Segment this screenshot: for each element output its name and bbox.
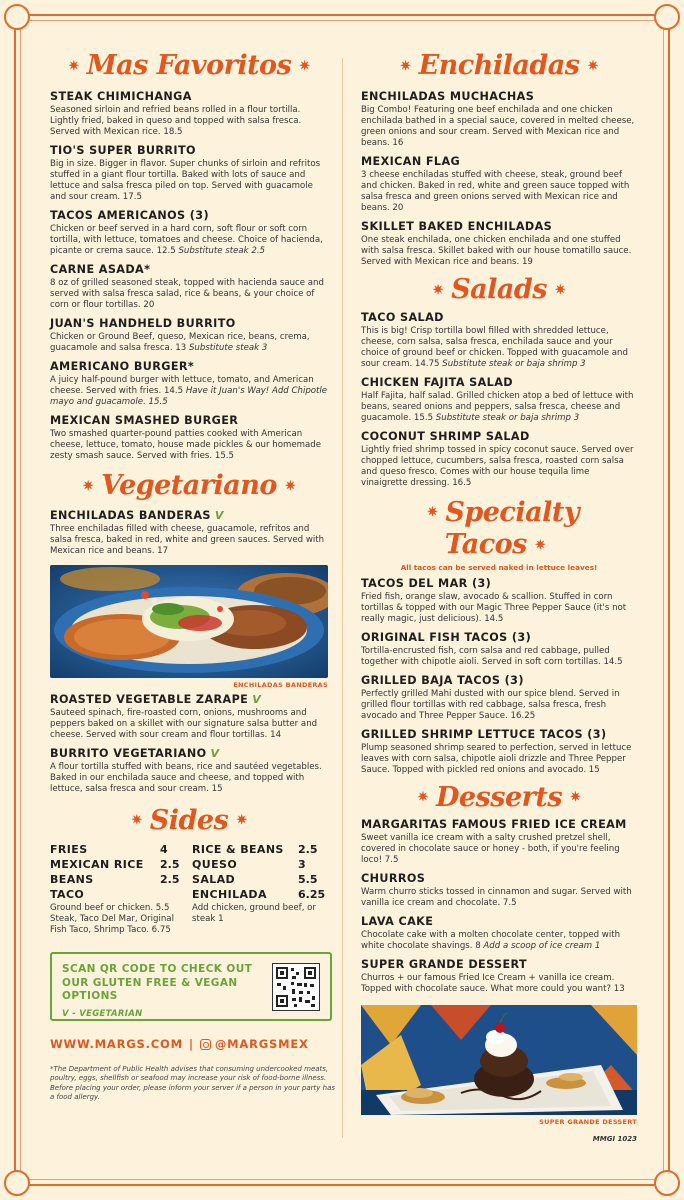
item-name: MARGARITAS FAMOUS FRIED ICE CREAM <box>361 817 627 831</box>
item-desc <box>50 375 328 408</box>
qr-code-icon[interactable] <box>272 963 320 1011</box>
star-icon: ✷ <box>432 283 444 299</box>
side-name: RICE & BEANS <box>192 843 284 857</box>
item-desc <box>361 326 637 370</box>
corner-ornament <box>4 1170 30 1196</box>
side-name: TACO <box>50 888 85 902</box>
item-desc: Seasoned sirloin and refried beans rolled in a flour tortilla. Lightly fried, baked in queso and topped with salsa fresca. Served with Mexican rice. 18.5 <box>50 105 302 138</box>
right-column <box>361 50 637 1143</box>
section-title-enchiladas: ✷ Enchiladas ✷ <box>400 50 598 81</box>
item-note: Substitute steak 3 <box>188 343 268 354</box>
item-name <box>50 509 328 523</box>
section-title-mas-favoritos: ✷ Mas Favoritos ✷ <box>68 50 310 81</box>
side-name: MEXICAN RICE <box>50 858 144 872</box>
star-icon: ✷ <box>299 58 310 74</box>
item-desc: Lightly fried shrimp tossed in spicy coconut sauce. Served over chopped lettuce, cucumbers, salsa fresca, roasted corn salsa and queso fresco. Comes with our house tequila lime vinaigrette dressing. 16.5 <box>361 444 634 488</box>
side-price <box>160 888 192 901</box>
item-name <box>50 693 328 707</box>
corner-ornament <box>4 4 30 30</box>
health-disclaimer: *The Department of Public Health advises that consuming undercooked meats, poultry, eggs, shellfish or seafood may increase your risk of food-borne illness. Before placing your order, please inform your server if a person in your party has a food allergy. <box>50 1065 336 1101</box>
side-price: 6.25 <box>298 888 326 902</box>
menu-code: MMGI 1023 <box>592 1134 637 1143</box>
item-desc-text: This is big! Crisp tortilla bowl filled with shredded lettuce, cheese, corn salsa, salsa fresca, enchilada sauce and your choice of ground beef or chicken. Topped with guacamole and sour cream. 14.75 <box>361 325 628 369</box>
menu-item <box>361 872 637 909</box>
item-desc: Churros + our famous Fried Ice Cream + vanilla ice cream. Topped with chocolate sauce. What more could you want? 13 <box>361 972 625 994</box>
star-icon: ✷ <box>284 479 296 495</box>
item-name: STEAK CHIMICHANGA <box>50 90 192 104</box>
item-name: MEXICAN SMASHED BURGER <box>50 414 239 428</box>
menu-item <box>50 360 328 408</box>
item-name: COCONUT SHRIMP SALAD <box>361 429 530 443</box>
menu-item <box>361 220 637 268</box>
item-name: JUAN'S HANDHELD BURRITO <box>50 317 236 331</box>
menu-item <box>361 674 637 722</box>
star-icon: ✷ <box>400 58 411 74</box>
menu-item <box>361 155 637 214</box>
menu-item <box>361 577 637 625</box>
vegetarian-mark: V <box>252 692 262 706</box>
item-name: CHICKEN FAJITA SALAD <box>361 375 513 389</box>
item-name: SUPER GRANDE DESSERT <box>361 957 528 971</box>
star-icon: ✷ <box>236 813 247 829</box>
menu-item <box>50 209 328 257</box>
side-price: 3 <box>298 858 306 872</box>
website-link[interactable]: WWW.MARGS.COM <box>50 1037 183 1052</box>
side-price: 2.5 <box>160 873 180 887</box>
item-name: CHURROS <box>361 871 426 885</box>
item-desc <box>50 224 328 257</box>
star-icon: ✷ <box>587 58 598 74</box>
star-icon: ✷ <box>426 505 438 521</box>
item-name: MEXICAN FLAG <box>361 155 461 169</box>
qr-code-graphic <box>273 964 319 1010</box>
side-name: QUESO <box>192 858 238 872</box>
side-price: 2.5 <box>298 843 318 857</box>
menu-item <box>361 915 637 952</box>
side-desc: Add chicken, ground beef, or steak 1 <box>192 903 316 925</box>
section-title-specialty-tacos: ✷ Specialty Tacos ✷ <box>426 496 580 561</box>
item-name-text: ENCHILADAS BANDERAS <box>50 508 211 522</box>
item-desc: Big Combo! Featuring one beef enchilada and one chicken enchilada bathed in a special sauce, covered in melted cheese, green onions and sour cream. Served with Mexican rice and beans. 16 <box>361 105 635 149</box>
menu-item <box>50 747 328 795</box>
item-name: ENCHILADAS MUCHACHAS <box>361 90 535 104</box>
item-desc: A flour tortilla stuffed with beans, rice and sautéed vegetables. Baked in our enchilada sauce and cheese, and topped with lettuce, salsa fresca and sour cream. 15 <box>50 761 322 794</box>
item-desc: Perfectly grilled Mahi dusted with our spice blend. Served in grilled flour tortillas with red cabbage, salsa fresca, fresh avocado and Three Pepper Sauce. 16.25 <box>361 688 620 721</box>
menu-item <box>50 263 328 311</box>
item-name: TACOS DEL MAR (3) <box>361 576 492 590</box>
menu-item <box>50 144 328 203</box>
item-note: Substitute steak or baja shrimp 3 <box>442 358 586 369</box>
item-desc <box>50 332 328 354</box>
enchiladas-photo <box>50 565 328 678</box>
menu-item <box>361 818 637 866</box>
item-name-text: ROASTED VEGETABLE ZARAPE <box>50 692 249 706</box>
enchiladas-plate-image <box>50 565 328 678</box>
menu-item <box>361 728 637 776</box>
sides-list <box>50 843 328 936</box>
section-title-desserts: ✷ Desserts ✷ <box>417 781 581 813</box>
left-column <box>50 50 336 1102</box>
item-desc: One steak enchilada, one chicken enchilada and one stuffed with salsa fresca. Skillet baked with our house tomatillo sauce. Served with Mexican rice and beans. 19 <box>361 235 632 268</box>
item-desc: Sweet vanilla ice cream with a salty crushed pretzel shell, covered in chocolate sauce or honey - both, if you're feeling loco! 7.5 <box>361 832 620 865</box>
section-title-sides: ✷ Sides ✷ <box>131 804 247 836</box>
side-name: SALAD <box>192 873 236 887</box>
menu-item <box>361 90 637 149</box>
corner-ornament <box>654 1170 680 1196</box>
contact-line <box>50 1037 328 1051</box>
side-name: BEANS <box>50 873 94 887</box>
item-desc <box>361 930 637 952</box>
item-name: TIO'S SUPER BURRITO <box>50 144 196 158</box>
item-name: GRILLED SHRIMP LETTUCE TACOS (3) <box>361 727 607 741</box>
vegetarian-legend: V - VEGETARIAN <box>62 1009 143 1020</box>
item-name <box>50 747 328 761</box>
instagram-icon <box>200 1039 211 1050</box>
item-desc: Fried fish, orange slaw, avocado & scallion. Stuffed in corn tortillas & topped with our Magic Three Pepper Sauce (it's not really magic, just delicious). 14.5 <box>361 591 627 624</box>
item-name: LAVA CAKE <box>361 914 434 928</box>
column-divider <box>342 58 343 1138</box>
item-desc: Warm churro sticks tossed in cinnamon and sugar. Served with vanilla ice cream and chocolate. 7.5 <box>361 886 632 908</box>
photo-caption: SUPER GRANDE DESSERT <box>539 1117 637 1126</box>
star-icon: ✷ <box>570 790 581 806</box>
item-name: GRILLED BAJA TACOS (3) <box>361 673 524 687</box>
item-desc: Sauteed spinach, fire-roasted corn, onions, mushrooms and peppers baked on a skillet with our signature salsa butter and cheese. Served with sour cream and flour tortillas. 14 <box>50 707 318 740</box>
item-note: Substitute steak 2.5 <box>178 246 266 257</box>
side-name: ENCHILADA <box>192 888 267 902</box>
star-icon: ✷ <box>131 813 142 829</box>
item-desc: Tortilla-encrusted fish, corn salsa and red cabbage, pulled together with chipotle aioli. Served in soft corn tortillas. 14.5 <box>361 645 623 667</box>
qr-prompt-text: SCAN QR CODE TO CHECK OUT OUR GLUTEN FREE & VEGAN OPTIONS <box>62 963 253 1003</box>
menu-item <box>50 509 328 557</box>
menu-item <box>50 693 328 741</box>
item-note: Have it Juan's Way! Add Chipotle mayo and guacamole. 15.5 <box>50 386 328 408</box>
menu-item <box>361 430 637 489</box>
item-desc: Plump seasoned shrimp seared to perfection, served in lettuce leaves with corn salsa, chipotle aioli drizzle and Three Pepper Sauce. Topped with pickled red onions and avocado. 15 <box>361 742 632 775</box>
item-desc: Three enchiladas filled with cheese, guacamole, refritos and salsa fresca, baked in red, white and green sauces. Served with Mexican rice and beans. 17 <box>50 523 325 556</box>
item-desc-text: Chicken or beef served in a hard corn, soft flour or soft corn tortilla, with lettuce, tomatoes and cheese. Choice of hacienda, picante or crema sauce. 12.5 <box>50 224 323 257</box>
separator: | <box>188 1037 194 1052</box>
item-name-text: BURRITO VEGETARIANO <box>50 746 207 760</box>
vegetarian-mark: V <box>214 508 224 522</box>
item-desc-text: Half Fajita, half salad. Grilled chicken atop a bed of lettuce with beans, seared onions and peppers, salsa fresca, cheese and guacamole. 15.5 <box>361 390 634 423</box>
star-icon: ✷ <box>417 790 428 806</box>
item-name: TACOS AMERICANOS (3) <box>50 209 210 223</box>
item-name: TACO SALAD <box>361 310 444 324</box>
section-title-salads: ✷ Salads ✷ <box>432 274 566 306</box>
side-price: 5.5 <box>298 873 318 887</box>
menu-item <box>361 958 637 995</box>
item-desc: 3 cheese enchiladas stuffed with cheese, steak, ground beef and chicken. Baked in red, white and green sauce topped with salsa fresca and green onions served with Mexican rice and beans. 20 <box>361 170 630 214</box>
item-desc: Two smashed quarter-pound patties cooked with American cheese, lettuce, tomato, house made pickles & our homemade zesty smash sauce. Served with fries. 15.5 <box>50 429 321 462</box>
photo-caption: ENCHILADAS BANDERAS <box>233 680 328 689</box>
item-desc-text: Chocolate cake with a molten chocolate center, topped with white chocolate shavings. 8 <box>361 929 621 951</box>
side-price: 4 <box>160 843 168 857</box>
item-note: Substitute steak or baja shrimp 3 <box>435 412 580 423</box>
item-name: ORIGINAL FISH TACOS (3) <box>361 630 532 644</box>
corner-ornament <box>654 4 680 30</box>
item-name: CARNE ASADA* <box>50 263 151 277</box>
menu-item <box>50 317 328 354</box>
star-icon: ✷ <box>534 537 546 553</box>
instagram-handle-link[interactable]: @MARGSMEX <box>214 1037 309 1052</box>
item-desc <box>361 391 637 424</box>
item-desc: Big in size. Bigger in flavor. Super chunks of sirloin and refritos stuffed in a giant flour tortilla. Baked with lots of sauce and lettuce and salsa fresca piled on top. Served with guacamole and sour cream. 17.5 <box>50 159 321 203</box>
menu-item <box>50 90 328 138</box>
menu-item <box>50 414 328 462</box>
side-desc: Ground beef or chicken. 5.5 Steak, Taco Del Mar, Original Fish Taco, Shrimp Taco. 6.75 <box>50 903 174 936</box>
gluten-free-qr-box[interactable] <box>50 952 332 1021</box>
side-price: 2.5 <box>160 858 180 872</box>
section-title-vegetariano: ✷ Vegetariano ✷ <box>82 470 296 502</box>
item-desc-text: A juicy half-pound burger with lettuce, tomato, and American cheese. Served with fries. 14.5 <box>50 375 314 397</box>
item-name: SKILLET BAKED ENCHILADAS <box>361 220 553 234</box>
item-desc-text: Chicken or Ground Beef, queso, Mexican rice, beans, crema, guacamole and salsa fresca. 13 <box>50 332 310 354</box>
menu-item <box>361 376 637 424</box>
item-name: AMERICANO BURGER* <box>50 360 195 374</box>
menu-item <box>361 631 637 668</box>
dessert-photo <box>361 1005 637 1115</box>
star-icon: ✷ <box>82 479 94 495</box>
dessert-plate-image <box>361 1005 637 1115</box>
vegetarian-mark: V <box>210 746 220 760</box>
star-icon: ✷ <box>554 283 566 299</box>
specialty-tacos-note: All tacos can be served naked in lettuce leaves! <box>400 562 598 572</box>
star-icon: ✷ <box>68 58 79 74</box>
item-desc: 8 oz of grilled seasoned steak, topped with hacienda sauce and served with salsa fresca salad, rice & beans, & your choice of corn or flour tortillas. 20 <box>50 278 324 311</box>
menu-item <box>361 311 637 370</box>
item-note: Add a scoop of ice cream 1 <box>483 940 601 951</box>
side-name: FRIES <box>50 843 88 857</box>
